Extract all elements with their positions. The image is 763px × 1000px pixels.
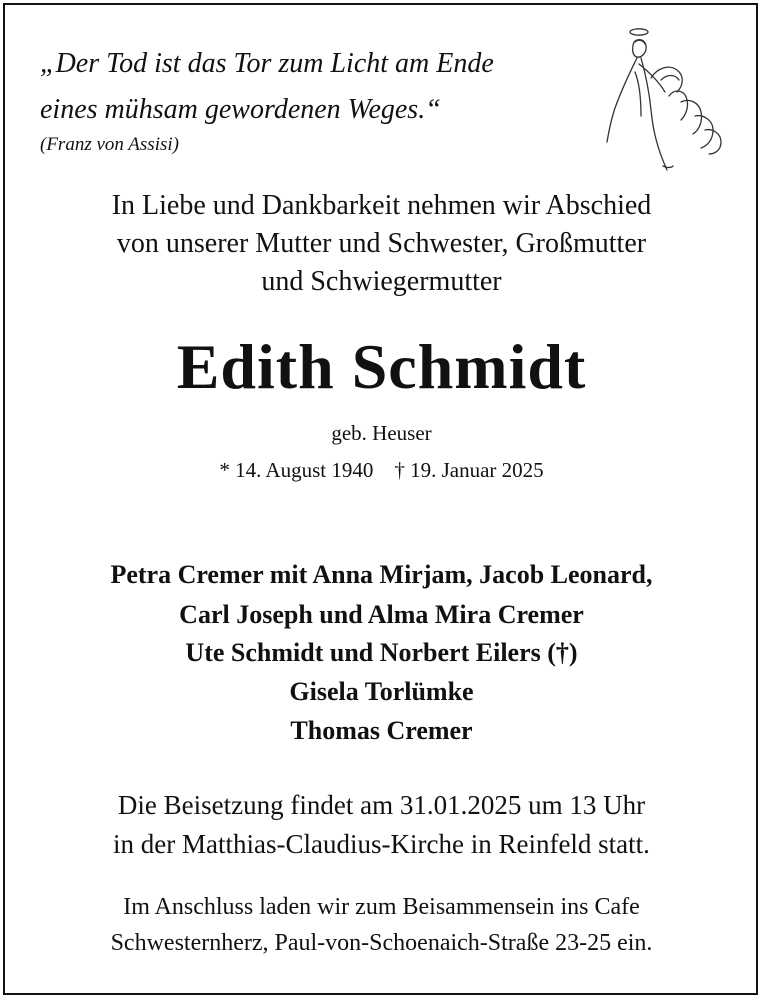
life-dates: * 14. August 1940 † 19. Januar 2025 bbox=[219, 458, 544, 482]
funeral-line-2: in der Matthias-Claudius-Kirche in Reinfeld statt. bbox=[113, 829, 650, 859]
mourner-line: Carl Joseph und Alma Mira Cremer bbox=[179, 600, 584, 629]
funeral-line-1: Die Beisetzung findet am 31.01.2025 um 13 Uhr bbox=[117, 790, 646, 820]
mourner-line: Ute Schmidt und Norbert Eilers (†) bbox=[185, 638, 578, 667]
maiden-name: geb. Heuser bbox=[331, 421, 432, 445]
deceased-name: Edith Schmidt bbox=[176, 331, 587, 402]
mourner-line: Gisela Torlümke bbox=[289, 677, 474, 706]
reception-line-1: Im Anschluss laden wir zum Beisammensein ins Cafe bbox=[123, 894, 640, 920]
angel-icon bbox=[605, 20, 735, 172]
quote-author: (Franz von Assisi) bbox=[40, 134, 179, 155]
quote-line-2: eines mühsam gewordenen Weges.“ bbox=[40, 94, 441, 125]
intro-line-1: In Liebe und Dankbarkeit nehmen wir Abschied bbox=[111, 190, 652, 221]
quote-line-1: „Der Tod ist das Tor zum Licht am Ende bbox=[40, 48, 494, 79]
mourner-line: Petra Cremer mit Anna Mirjam, Jacob Leonard, bbox=[110, 560, 653, 589]
intro-line-2: von unserer Mutter und Schwester, Großmutter bbox=[116, 228, 647, 259]
intro-line-3: und Schwiegermutter bbox=[261, 266, 502, 297]
mourner-line: Thomas Cremer bbox=[290, 716, 473, 745]
reception-line-2: Schwesternherz, Paul-von-Schoenaich-Straße 23-25 ein. bbox=[110, 930, 653, 956]
